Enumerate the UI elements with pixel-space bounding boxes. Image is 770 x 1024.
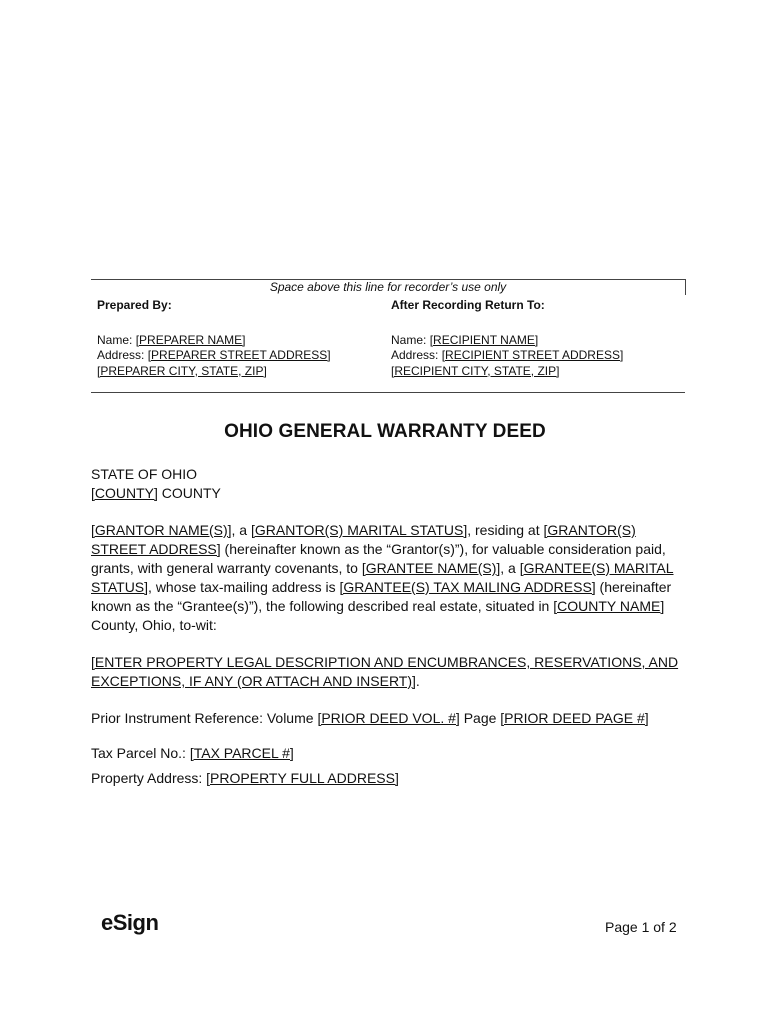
grantor-address-field: [GRANTOR(S) STREET ADDRESS] — [91, 522, 636, 557]
prior-instrument-line — [91, 709, 683, 728]
preparer-address-label: Address: — [97, 348, 148, 362]
recipient-city-line — [391, 364, 623, 380]
document-title: OHIO GENERAL WARRANTY DEED — [224, 421, 546, 442]
recipient-address-label: Address: — [391, 348, 442, 362]
grantor-text-2: , residing at — [467, 522, 544, 538]
state-county-block — [91, 465, 683, 503]
tax-parcel-line — [91, 744, 683, 763]
county-name-field: [COUNTY NAME] — [553, 598, 665, 614]
preparer-name-line — [97, 333, 331, 349]
grantee-marital-field: [GRANTEE(S) MARITAL STATUS] — [91, 560, 674, 595]
preparer-name-label: Name: — [97, 332, 136, 347]
grantor-paragraph — [91, 521, 683, 635]
preparer-name-field: [PREPARER NAME] — [135, 332, 246, 347]
grantee-tax-address-field: [GRANTEE(S) TAX MAILING ADDRESS] — [339, 579, 596, 595]
tax-parcel-label: Tax Parcel No.: — [91, 745, 190, 761]
return-to-section — [391, 298, 623, 379]
grantor-text-6: (hereinafter known as the “Grantee(s)”), the following described real estate, situated in — [91, 579, 672, 614]
legal-description-paragraph — [91, 653, 683, 691]
return-to-heading: After Recording Return To: — [391, 298, 545, 312]
recipient-city-field: [RECIPIENT CITY, STATE, ZIP] — [391, 363, 560, 378]
county-suffix: COUNTY — [157, 485, 221, 501]
county-field: [COUNTY] — [91, 485, 158, 501]
state-line: STATE OF OHIO — [91, 466, 198, 482]
grantor-text-5: , whose tax-mailing address is — [148, 579, 340, 595]
property-address-field: [PROPERTY FULL ADDRESS] — [206, 770, 399, 786]
grantor-name-field: [GRANTOR NAME(S)] — [91, 522, 232, 538]
grantor-text-7: County, Ohio, to-wit: — [91, 617, 217, 633]
legal-description-field: [ENTER PROPERTY LEGAL DESCRIPTION AND ENCUMBRANCES, RESERVATIONS, AND EXCEPTIONS, IF ANY (OR ATTACH AND INSERT)] — [91, 654, 679, 689]
prepared-by-heading: Prepared By: — [97, 298, 172, 312]
prior-instrument-label: Prior Instrument Reference: Volume — [91, 710, 318, 726]
preparer-city-field: [PREPARER CITY, STATE, ZIP] — [97, 363, 267, 378]
prior-page-field: [PRIOR DEED PAGE #] — [500, 710, 649, 726]
recipient-name-label: Name: — [391, 332, 430, 347]
section-divider — [91, 392, 685, 393]
recipient-name-line — [391, 333, 623, 349]
prior-page-label: Page — [459, 710, 501, 726]
property-address-label: Property Address: — [91, 770, 207, 786]
recipient-address-line — [391, 348, 623, 364]
county-line — [91, 484, 683, 503]
recorder-note: Space above this line for recorder’s use only — [269, 280, 507, 294]
grantor-marital-field: [GRANTOR(S) MARITAL STATUS] — [251, 522, 468, 538]
preparer-address-line — [97, 348, 331, 364]
prior-volume-field: [PRIOR DEED VOL. #] — [317, 710, 460, 726]
prepared-by-section — [97, 298, 331, 379]
property-address-line — [91, 769, 683, 788]
grantor-text-1: , a — [231, 522, 251, 538]
tax-parcel-field: [TAX PARCEL #] — [189, 745, 294, 761]
legal-description-period: . — [415, 673, 420, 689]
grantee-name-field: [GRANTEE NAME(S)] — [361, 560, 501, 576]
grantor-text-3: (hereinafter known as the “Grantor(s)”), for valuable consideration paid, grants, with general warranty covenants, to — [91, 541, 666, 576]
preparer-city-line — [97, 364, 331, 380]
recipient-address-field: [RECIPIENT STREET ADDRESS] — [441, 348, 624, 362]
recipient-name-field: [RECIPIENT NAME] — [429, 332, 539, 347]
esign-logo: eSign — [101, 910, 159, 935]
preparer-address-field: [PREPARER STREET ADDRESS] — [147, 348, 331, 362]
page-number: Page 1 of 2 — [605, 919, 677, 935]
grantor-text-4: , a — [500, 560, 520, 576]
